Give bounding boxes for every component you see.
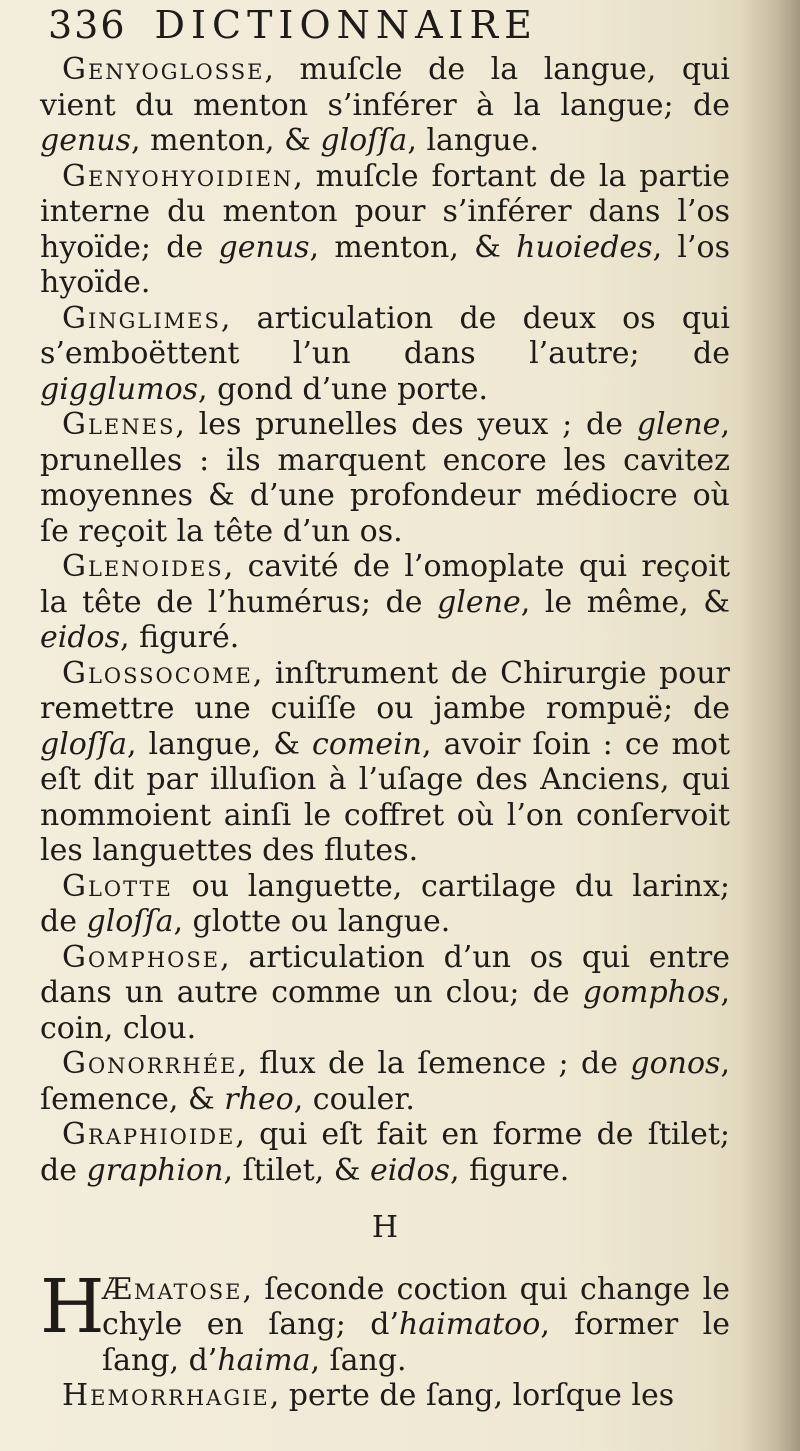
- entry-etymon: huoiedes: [516, 229, 653, 265]
- dictionary-entry: [40, 549, 730, 656]
- entry-text: , flux de la ſemence ; de: [237, 1046, 631, 1081]
- entry-text: , langue, &: [126, 726, 313, 762]
- entry-text: , former le ſang, d’: [102, 1307, 730, 1378]
- page-content: [40, 3, 731, 1414]
- entry-term: Gonorrhée: [62, 1046, 238, 1081]
- entry-term: Hemorrhagie: [62, 1378, 270, 1413]
- entry-term: Graphioide: [62, 1117, 236, 1152]
- entry-term: Æmatose: [102, 1271, 243, 1307]
- page-header: [48, 3, 730, 52]
- dictionary-entry: [40, 1378, 730, 1414]
- entry-etymon: gigglumos: [40, 371, 199, 407]
- h-entry-list: [40, 1263, 730, 1414]
- entry-text: , langue.: [407, 123, 540, 158]
- entry-etymon: eidos: [369, 1152, 450, 1188]
- entry-text: , cavité de l’omoplate qui reçoit la tête de l’humérus; de: [40, 549, 730, 620]
- entry-text: , muſcle fortant de la partie interne du menton pour s’inférer dans l’os hyoïde; de: [40, 158, 730, 265]
- entry-etymon: gloſſa: [86, 904, 174, 939]
- entry-text: , couler.: [293, 1081, 415, 1117]
- entry-text: , ſang.: [310, 1342, 407, 1378]
- entry-term: Genyoglosse: [62, 52, 265, 87]
- entry-etymon: eidos: [40, 620, 121, 655]
- entry-etymon: gomphos: [582, 975, 721, 1010]
- entry-text: , menton, &: [131, 123, 321, 158]
- dictionary-entry: [40, 656, 730, 869]
- entry-term: Ginglimes: [62, 300, 221, 336]
- entry-etymon: genus: [40, 123, 131, 158]
- entry-text: ou languette, cartilage du larinx; de: [40, 868, 730, 939]
- entry-etymon: haimatoo: [398, 1307, 541, 1342]
- entry-text: , figuré.: [120, 620, 240, 655]
- entry-text: , muſcle de la langue, qui vient du menton s’inférer à la langue; de: [40, 52, 730, 123]
- dictionary-entry: [40, 159, 730, 301]
- entry-text: , articulation de deux os qui s’emboëttent l’un dans l’autre; de: [40, 300, 730, 371]
- running-title: DICTIONNAIRE: [154, 3, 538, 47]
- entry-etymon: comein: [312, 726, 422, 762]
- dictionary-entry: [40, 1046, 730, 1117]
- entry-list: [40, 52, 730, 1188]
- entry-etymon: haima: [217, 1342, 311, 1378]
- entry-etymon: gloſſa: [320, 123, 408, 158]
- entry-text: , perte de ſang, lorſque les: [269, 1378, 675, 1413]
- entry-etymon: genus: [218, 229, 310, 265]
- entry-etymon: gonos: [630, 1046, 721, 1081]
- entry-text: , qui eſt fait en forme de ſtilet; de: [40, 1117, 730, 1188]
- entry-text: , les prunelles des yeux ; de: [175, 407, 637, 442]
- entry-etymon: graphion: [86, 1152, 224, 1188]
- entry-term: Glotte: [62, 868, 173, 904]
- entry-etymon: glene: [636, 407, 721, 442]
- entry-text: , le même, &: [520, 584, 730, 620]
- page-edge-shadow: [740, 0, 800, 1451]
- entry-text: , gond d’une porte.: [198, 371, 489, 407]
- entry-text: , avoir ſoin : ce mot eſt dit par illuſion à l’uſage des Anciens, qui nommoient ainſi le coffret où l’on conſervoit les languettes des flutes.: [40, 726, 731, 868]
- entry-text: , ſtilet, &: [223, 1152, 370, 1188]
- entry-term: Glenoides: [62, 549, 224, 584]
- dictionary-entry: [40, 1117, 730, 1188]
- entry-text: , ſeconde coction qui change le chyle en ſang; d’: [102, 1271, 730, 1342]
- section-letter: H: [371, 1210, 399, 1245]
- entry-term: Glenes: [62, 407, 176, 442]
- entry-text: , figure.: [450, 1152, 570, 1188]
- page-number: 336: [48, 3, 127, 47]
- entry-etymon: glene: [437, 584, 521, 620]
- entry-term: Gomphose: [62, 939, 221, 975]
- entry-text: , inſtrument de Chirurgie pour remettre une cuiſſe ou jambe rompuë; de: [40, 655, 730, 726]
- entry-etymon: rheo: [224, 1081, 294, 1117]
- dictionary-entry: [40, 301, 730, 408]
- drop-cap: H: [40, 1263, 105, 1350]
- dictionary-entry: [40, 869, 730, 940]
- dictionary-entry: [40, 1263, 730, 1379]
- entry-etymon: gloſſa: [40, 726, 127, 762]
- entry-term: Glossocome: [62, 655, 253, 691]
- entry-text: , ſemence, &: [40, 1046, 730, 1117]
- entry-text: , coin, clou.: [40, 975, 730, 1046]
- entry-term: Genyohyoidien: [62, 158, 294, 194]
- entry-text: , l’os hyoïde.: [40, 229, 730, 300]
- entry-text: , prunelles : ils marquent encore les cavitez moyennes & d’une profondeur médiocre où ſe reçoit la tête d’un os.: [40, 407, 730, 549]
- dictionary-entry: [40, 940, 730, 1047]
- dictionary-entry: [40, 407, 730, 549]
- entry-text: , glotte ou langue.: [173, 904, 451, 939]
- entry-text: , menton, &: [309, 229, 517, 265]
- entry-text: , articulation d’un os qui entre dans un autre comme un clou; de: [40, 939, 730, 1010]
- dictionary-entry: [40, 52, 730, 159]
